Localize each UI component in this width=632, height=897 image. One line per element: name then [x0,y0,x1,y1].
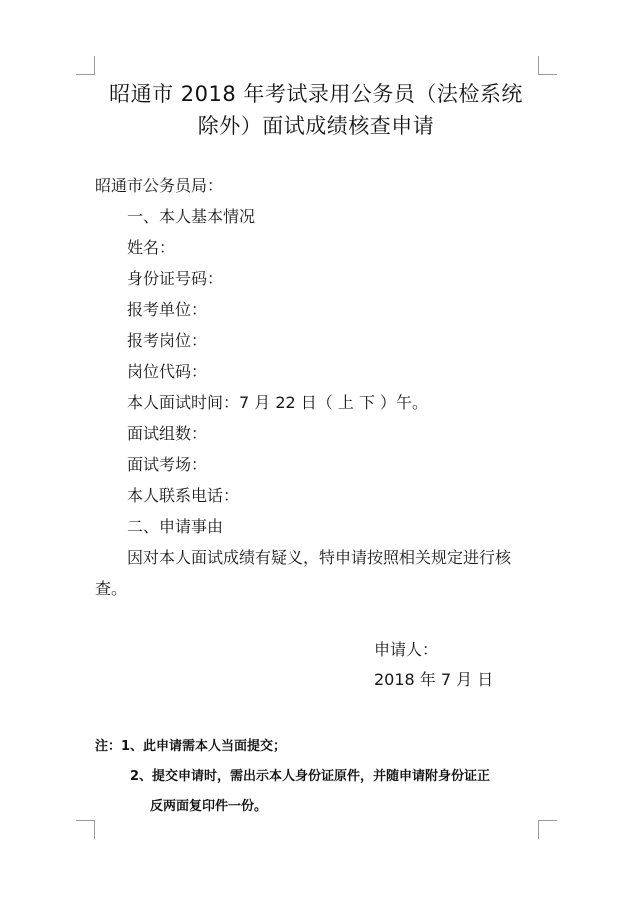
field-interview-time: 本人面试时间：7 月 22 日（ 上 下 ）午。 [127,393,429,412]
field-name: 姓名： [127,238,176,257]
section-1-heading: 一、本人基本情况 [127,207,256,226]
crop-mark-top-left [76,56,95,75]
note-2-line-1: 2、提交申请时，需出示本人身份证原件，并随申请附身份证正 [130,769,491,784]
recipient: 昭通市公务员局： [95,176,224,195]
crop-mark-bottom-left [76,820,95,839]
field-id-number: 身份证号码： [127,269,224,288]
field-position-code: 岗位代码： [127,362,208,381]
crop-mark-bottom-right [538,820,557,839]
crop-mark-top-right [538,56,557,75]
reason-line-2: 查。 [95,579,128,598]
field-unit: 报考单位： [127,300,208,319]
document-title-line-1: 昭通市 2018 年考试录用公务员（法检系统 [109,82,523,106]
field-position: 报考岗位： [127,331,208,350]
applicant-signature: 申请人： [374,640,439,659]
field-venue: 面试考场： [127,455,208,474]
field-phone: 本人联系电话： [127,486,240,505]
field-group-number: 面试组数： [127,424,208,443]
section-2-heading: 二、申请事由 [127,517,224,536]
application-date: 2018 年 7 月 日 [374,670,494,689]
reason-line-1: 因对本人面试成绩有疑义，特申请按照相关规定进行核 [127,548,512,567]
note-1: 注：1、此申请需本人当面提交； [95,739,287,754]
document-title-line-2: 除外）面试成绩核查申请 [197,114,435,138]
note-2-line-2: 反两面复印件一份。 [150,799,268,814]
